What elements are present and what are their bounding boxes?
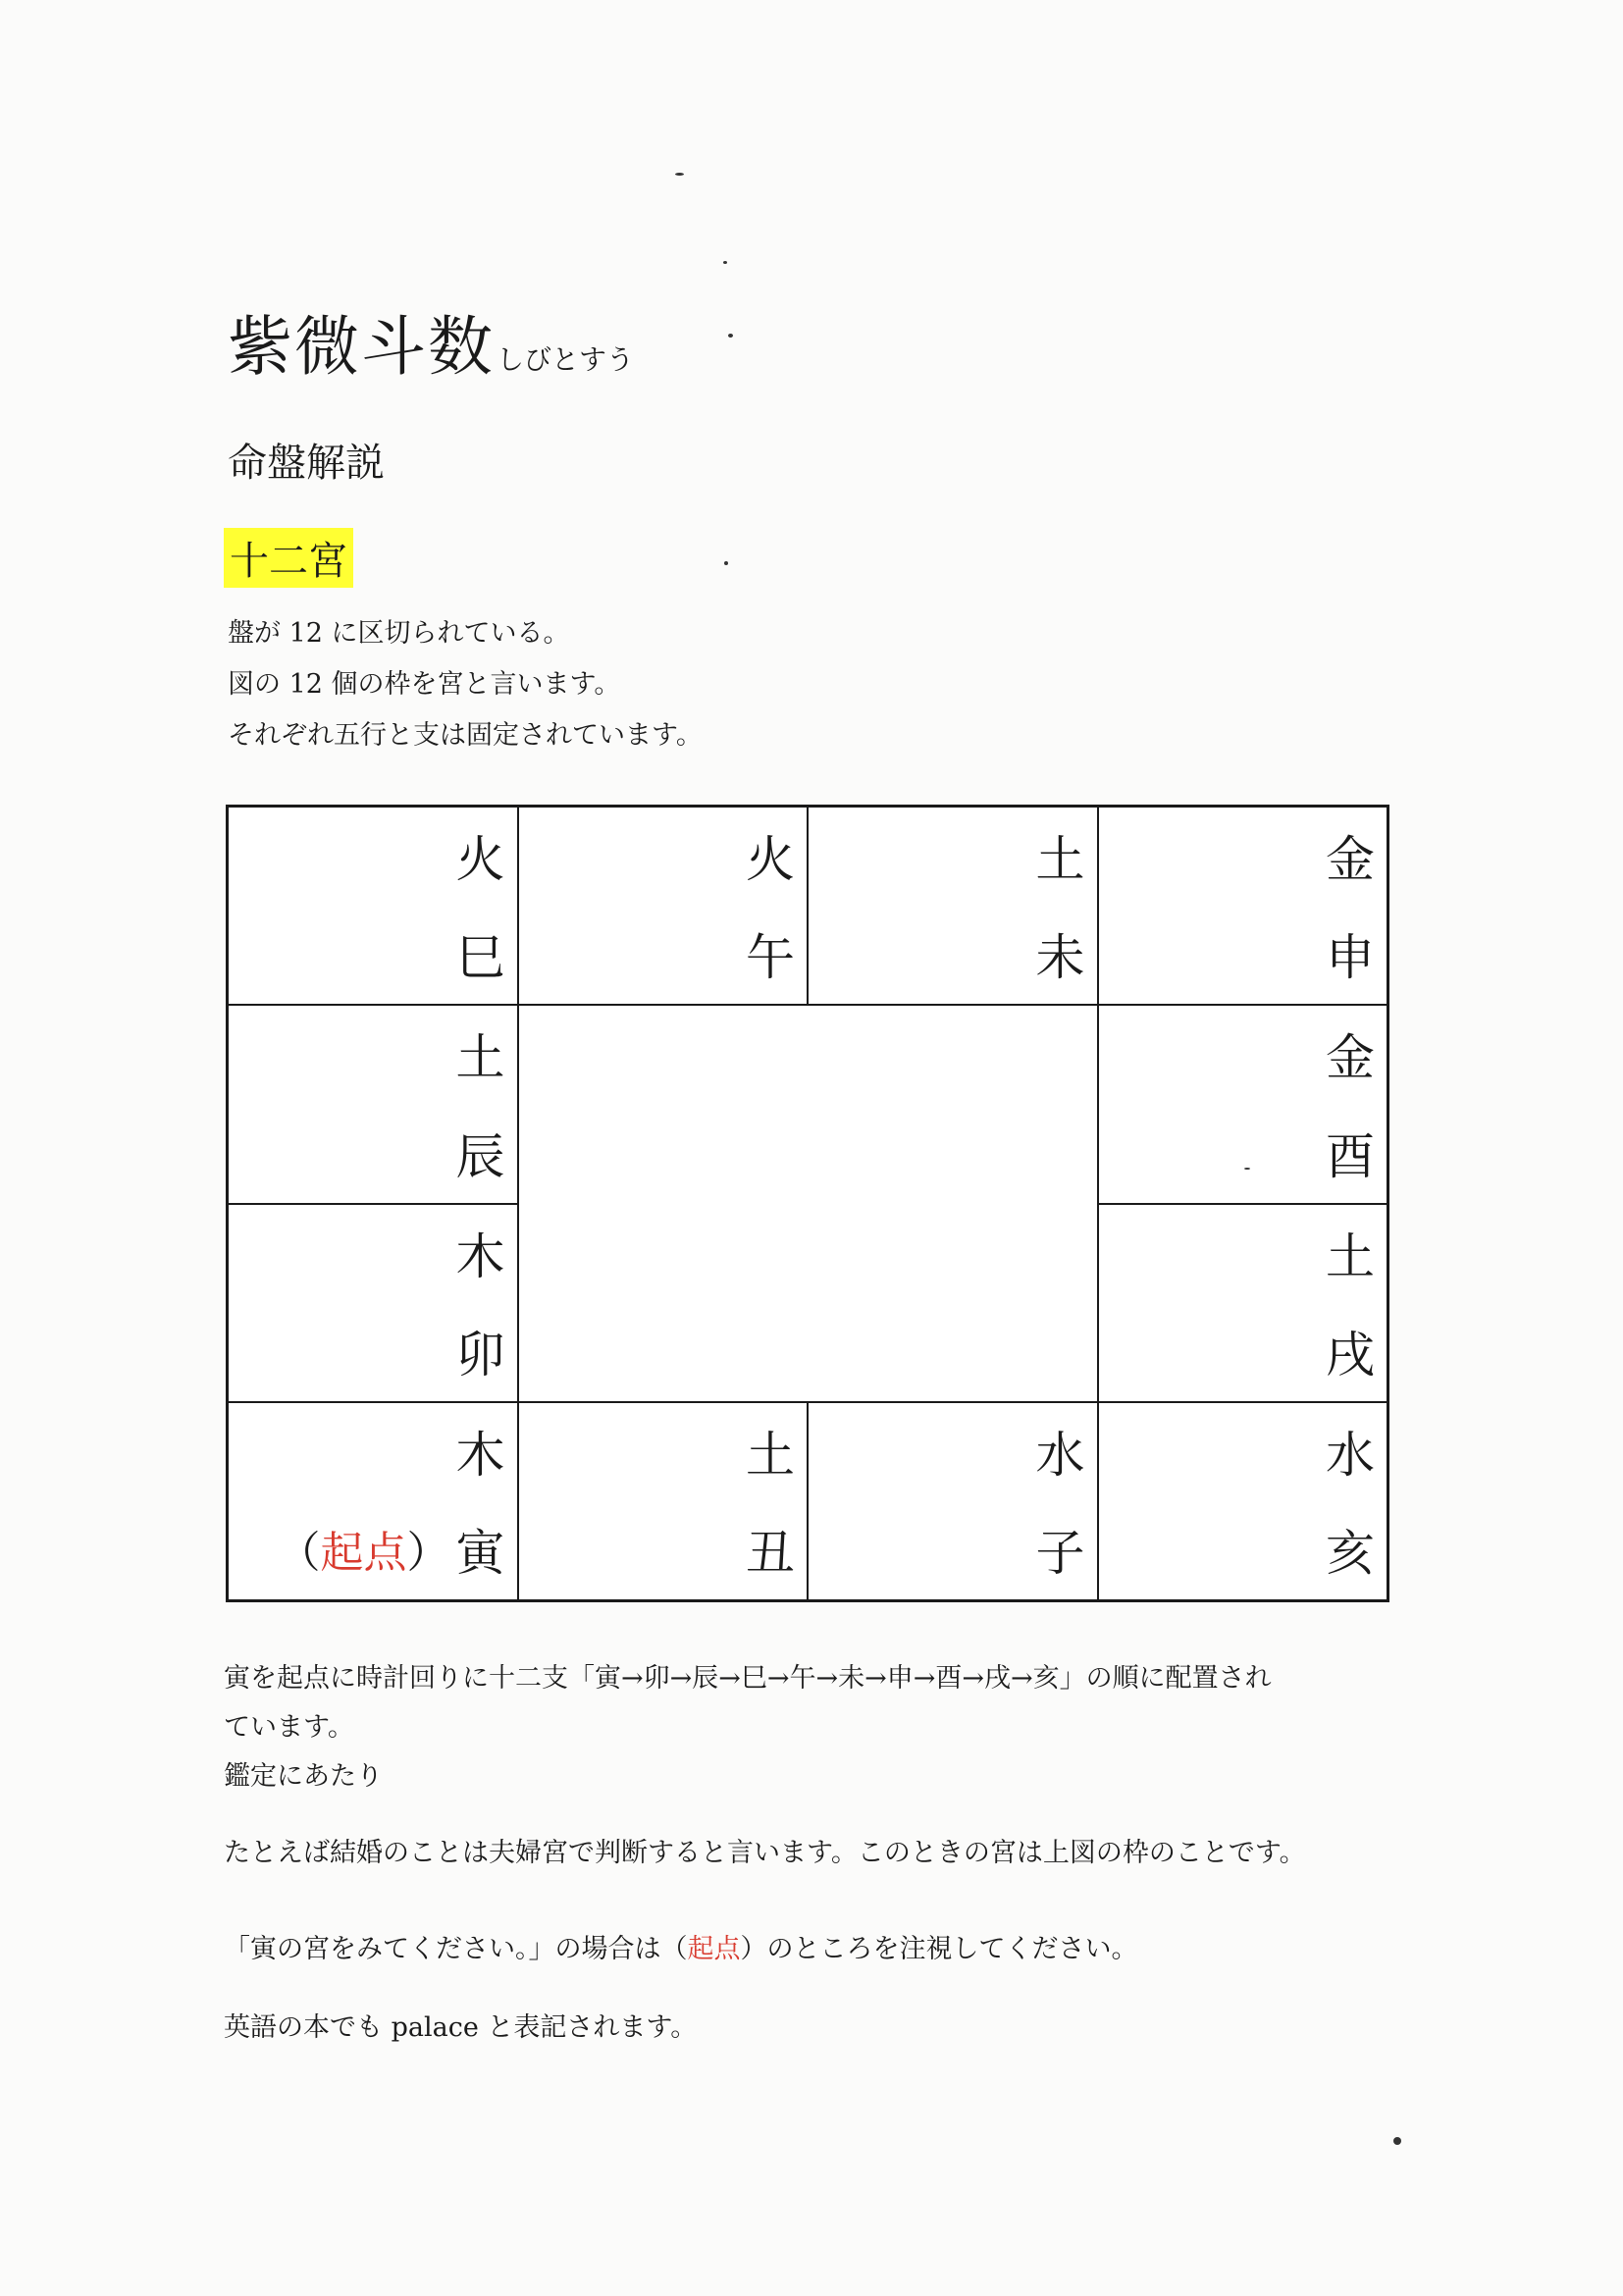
- scan-speck: [1244, 1168, 1250, 1170]
- palace-wei: [808, 807, 1098, 1005]
- palace-chart: [226, 805, 1389, 1602]
- palace-element: 土: [1326, 1227, 1375, 1285]
- palace-xu: [1098, 1204, 1388, 1402]
- origin-highlight: 起点: [687, 1934, 741, 1964]
- palace-branch: 子: [1035, 1525, 1085, 1582]
- palace-branch: 申: [1326, 929, 1375, 987]
- intro-line: 図の 12 個の枠を宮と言います。: [228, 669, 621, 700]
- palace-element: 火: [455, 831, 505, 888]
- palace-element: 水: [1035, 1426, 1085, 1484]
- palace-branch: 丑: [746, 1525, 795, 1582]
- body-paragraph: 寅を起点に時計回りに十二支「寅→卯→辰→巳→午→未→申→酉→戌→亥」の順に配置され: [224, 1663, 1272, 1694]
- palace-element: 土: [1035, 831, 1085, 888]
- origin-paren-close: ）: [406, 1528, 450, 1578]
- body-paragraph: 鑑定にあたり: [224, 1761, 383, 1792]
- palace-element: 水: [1326, 1426, 1375, 1484]
- palace-zi: [808, 1402, 1098, 1600]
- page-title: [228, 294, 634, 388]
- palace-element: 土: [455, 1029, 505, 1087]
- palace-mao: [228, 1204, 518, 1402]
- palace-element: 金: [1326, 831, 1375, 888]
- para-text: 「寅の宮をみてください。」の場合は（: [224, 1934, 688, 1964]
- scan-speck: [723, 261, 727, 264]
- palace-shen: [1098, 807, 1388, 1005]
- para-text: ）のところを注視してください。: [740, 1934, 1138, 1964]
- scan-speck: [1393, 2137, 1401, 2145]
- palace-branch: 巳: [455, 929, 505, 987]
- origin-marker: [278, 1529, 450, 1578]
- palace-element: 木: [455, 1227, 505, 1285]
- palace-branch: 辰: [455, 1127, 505, 1185]
- title-main: 紫微斗数: [228, 309, 495, 385]
- palace-element: 金: [1326, 1029, 1375, 1087]
- section-heading: 十二宮: [224, 528, 353, 588]
- palace-branch: 卯: [455, 1326, 505, 1383]
- intro-line: それぞれ五行と支は固定されています。: [228, 720, 703, 751]
- subtitle: 命盤解説: [228, 441, 385, 486]
- palace-branch: 寅: [455, 1525, 505, 1582]
- body-paragraph: 英語の本でも palace と表記されます。: [224, 2012, 698, 2043]
- palace-branch: 酉: [1326, 1127, 1375, 1185]
- palace-element: 火: [746, 831, 795, 888]
- origin-label: 起点: [320, 1528, 407, 1578]
- palace-chou: [518, 1402, 809, 1600]
- palace-element: 木: [455, 1426, 505, 1484]
- intro-text: [228, 608, 703, 761]
- palace-branch: 午: [746, 929, 795, 987]
- intro-line: 盤が 12 に区切られている。: [228, 618, 570, 649]
- palace-chen: [228, 1005, 518, 1203]
- palace-branch: 未: [1035, 929, 1085, 987]
- palace-hai: [1098, 1402, 1388, 1600]
- origin-paren-open: （: [277, 1528, 321, 1578]
- palace-branch: 亥: [1326, 1525, 1375, 1582]
- scan-speck: [675, 173, 684, 176]
- chart-center: [518, 1005, 1098, 1402]
- palace-wu: [518, 807, 809, 1005]
- palace-yin: [228, 1402, 518, 1600]
- palace-branch: 戌: [1326, 1326, 1375, 1383]
- scan-speck: [724, 561, 728, 565]
- body-paragraph: ています。: [224, 1712, 354, 1743]
- palace-you: [1098, 1005, 1388, 1203]
- title-reading: しびとすう: [497, 343, 635, 376]
- scan-speck: [728, 334, 733, 338]
- body-paragraph: [224, 1927, 1138, 1965]
- palace-si: [228, 807, 518, 1005]
- body-paragraph: たとえば結婚のことは夫婦宮で判断すると言います。このときの宮は上図の枠のことです。: [224, 1838, 1306, 1868]
- palace-element: 土: [746, 1426, 795, 1484]
